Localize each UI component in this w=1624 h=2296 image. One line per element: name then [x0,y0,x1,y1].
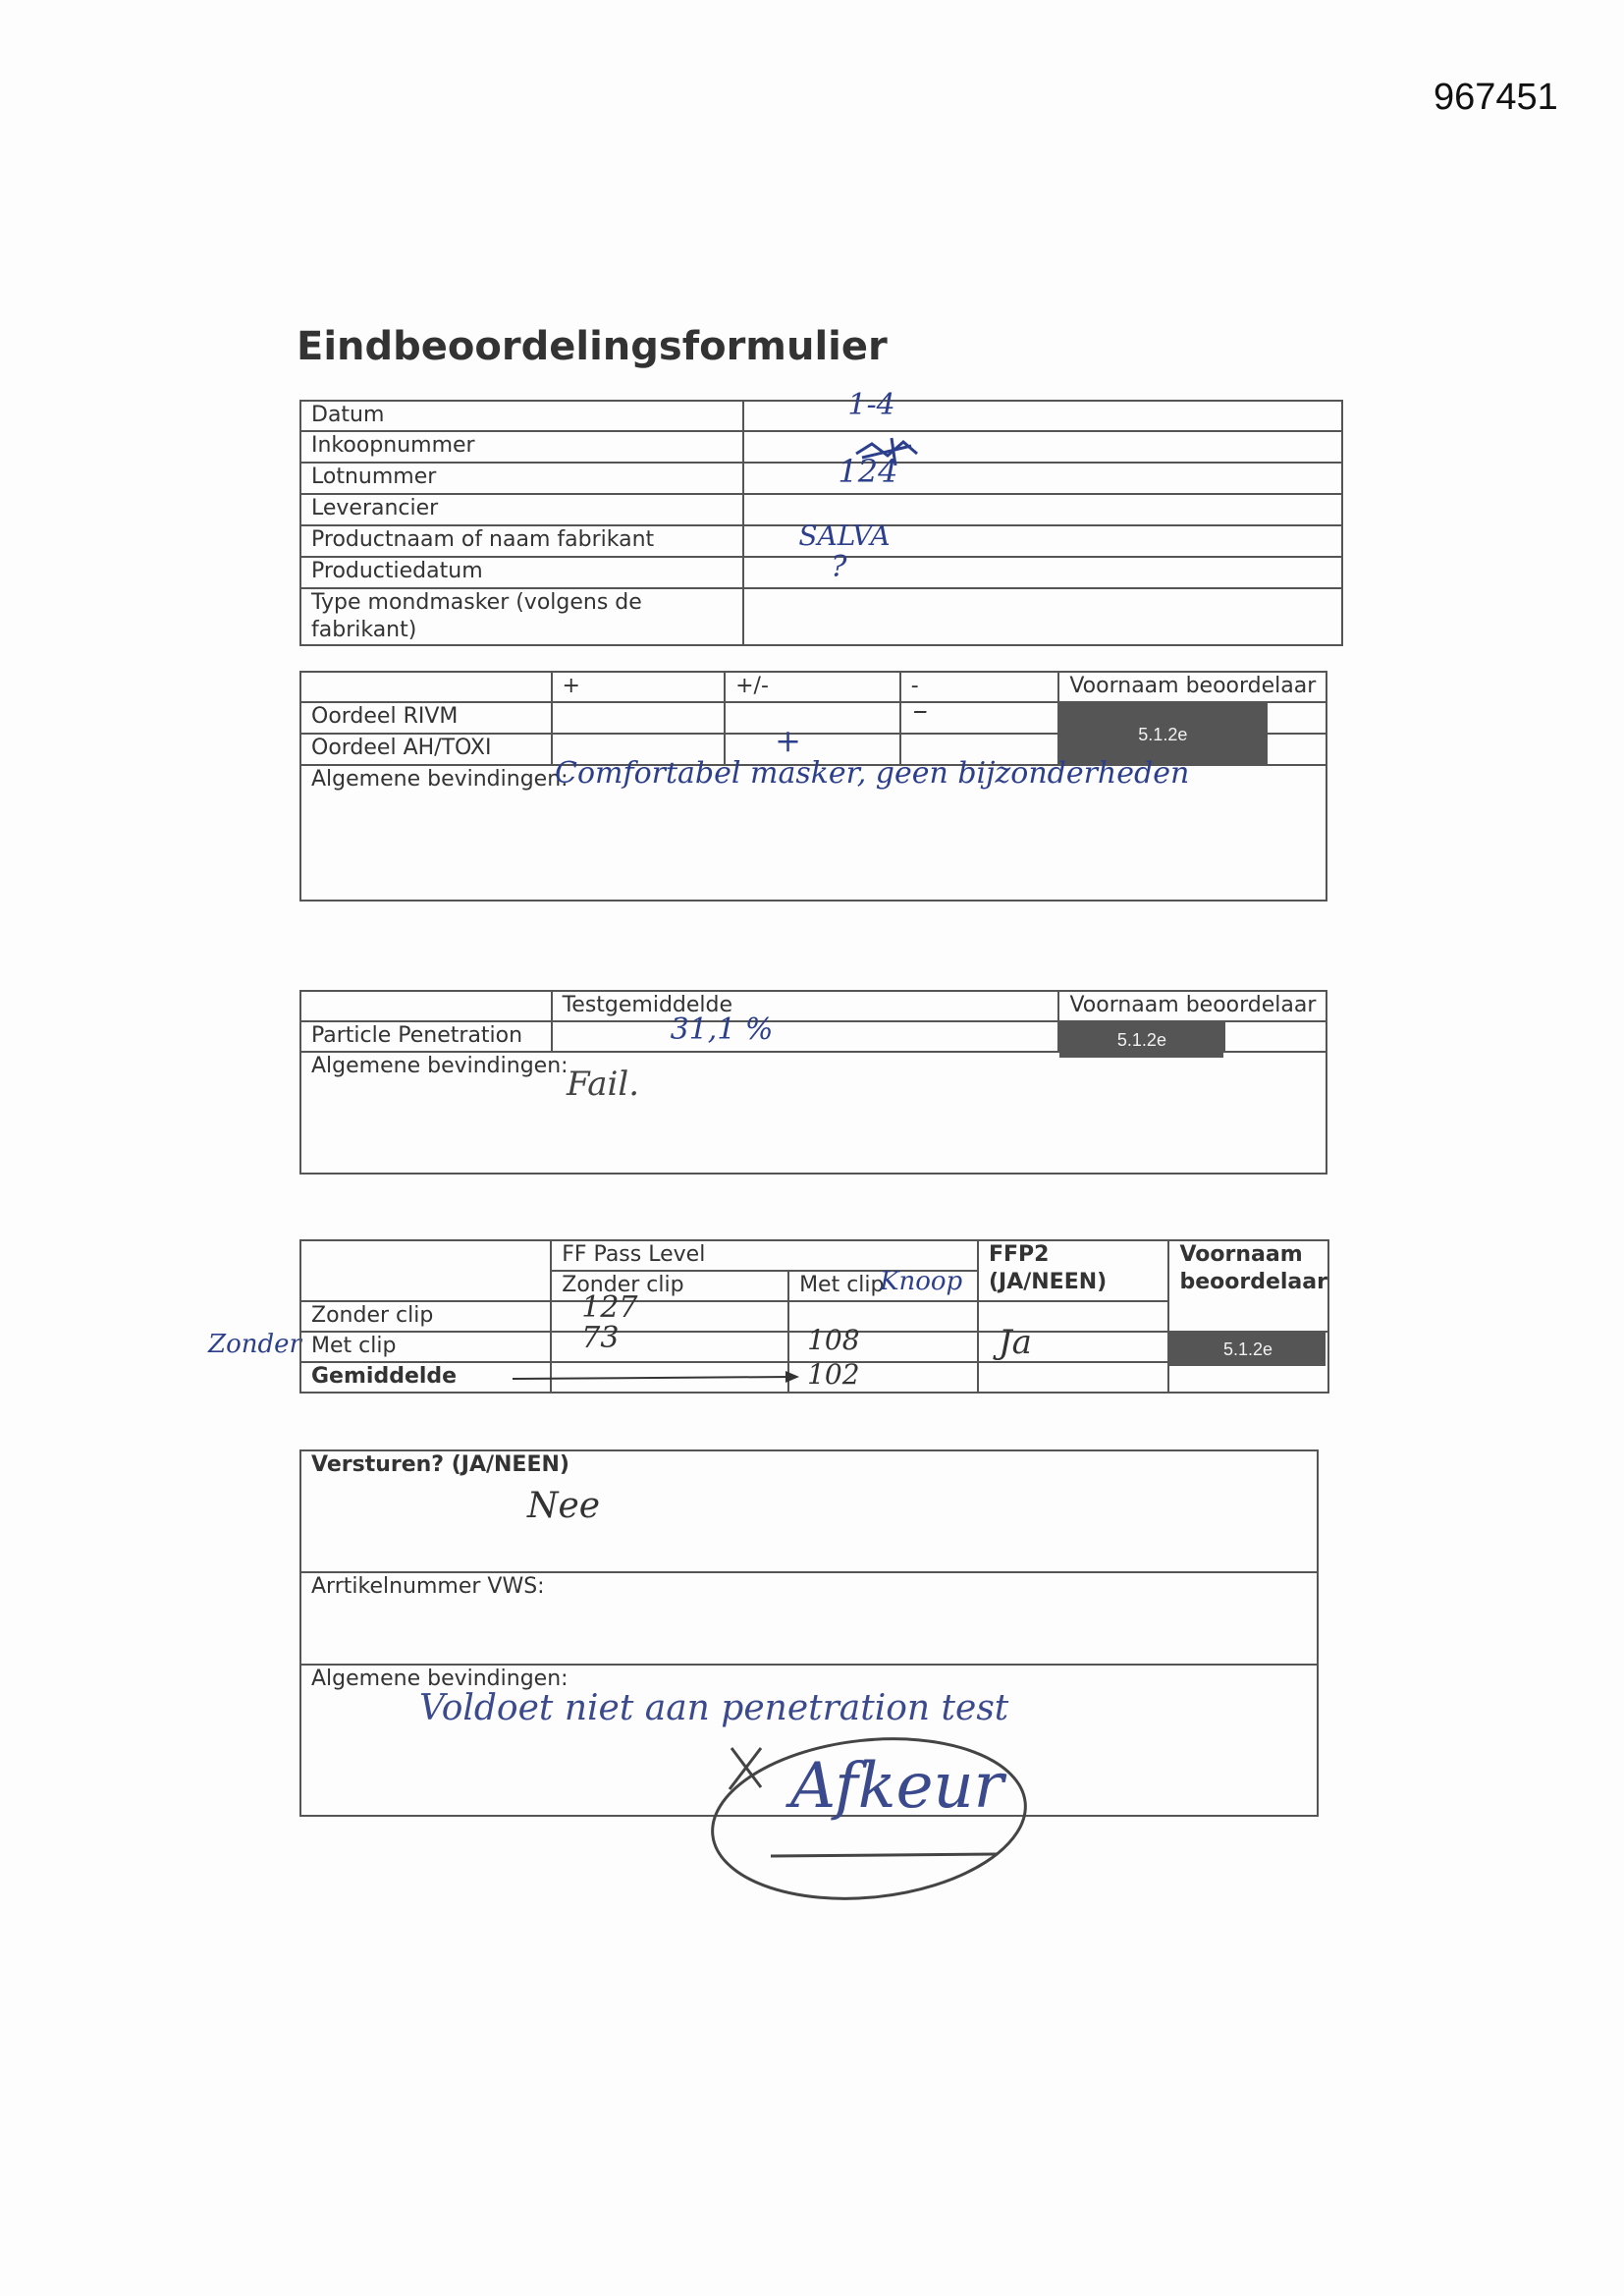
info-value-productiedatum [743,550,1342,588]
judgement-findings-cell [300,756,1326,901]
info-value-inkoopnummer [743,431,1342,463]
ff-header-zonder: Zonder clip [551,1271,788,1301]
penetration-findings-row [300,1052,1326,1174]
ff-reviewer-redaction: 5.1.2e [1169,1333,1326,1366]
info-label-lotnummer: Lotnummer [300,463,743,494]
ff-header-reviewer [1168,1240,1328,1332]
reviewer-redaction: 5.1.2e [1059,703,1266,766]
judgement-findings-handwriting: Comfortabel masker, geen bijzonderheden [555,756,1190,791]
penetration-header-testgemiddelde: Testgemiddelde [552,991,1059,1021]
send-row [300,1450,1318,1572]
article-cell [300,1572,1318,1665]
info-value-type [743,588,1342,645]
form-title: Eindbeoordelingsformulier [297,324,888,369]
judgement-table [299,671,1327,902]
info-label-leverancier: Leverancier [300,494,743,525]
ff-label-zonder: Zonder clip [300,1301,551,1332]
judgement-header-plus: + [552,672,726,702]
judgement-findings-row [300,765,1326,901]
penetration-reviewer-redaction: 5.1.2e [1059,1022,1223,1058]
info-row-lotnummer [300,463,1342,494]
penetration-header-reviewer: Voornaam beoordelaar [1058,991,1326,1021]
info-label-type: Type mondmasker (volgens de fabrikant) [300,588,743,645]
ff-zonder-zonder-value: 127 [581,1290,638,1325]
send-value-handwriting: Nee [527,1486,601,1526]
penetration-findings-label: Algemene bevindingen: [311,1054,568,1078]
info-label-inkoopnummer: Inkoopnummer [300,431,743,463]
penetration-extra-cell [1224,1021,1326,1052]
article-row [300,1572,1318,1665]
info-table [299,388,1343,646]
ff-header-row-1 [300,1240,1328,1271]
ff-header-empty [300,1240,551,1301]
info-label-productiedatum: Productiedatum [300,557,743,588]
productnaam-handwriting: SALVA [798,519,891,552]
ff-met-ffp2-cell [978,1323,1169,1362]
ff-gem-zonder-cell [551,1362,788,1393]
ff-header-reviewer-label: Voornaam beoordelaar [1179,1242,1327,1294]
ff-gem-met-value: 102 [807,1358,860,1391]
ff-table [299,1239,1329,1394]
penetration-findings-cell [300,1052,1326,1174]
judgement-label-rivm: Oordeel RIVM [300,702,552,734]
ff-gem-met-cell [788,1358,978,1393]
arrow-line [513,1369,807,1389]
rivm-minus-cell [900,693,1059,734]
penetration-value-cell [552,1012,1059,1052]
judgement-label-ahtoxi: Oordeel AH/TOXI [300,734,552,765]
judgement-header-row [300,672,1326,702]
ff-header-met-handwriting: Knoop [880,1267,963,1296]
send-findings-label: Algemene bevindingen: [311,1667,568,1691]
penetration-reviewer-cell [1058,1021,1224,1052]
document-number: 967451 [1434,77,1558,118]
info-row-inkoopnummer [300,431,1342,463]
lotnummer-handwriting: 124 [838,453,898,490]
ff-met-met-value: 108 [807,1324,860,1356]
info-row-productiedatum [300,557,1342,588]
info-row-type [300,588,1342,645]
ff-header-pass-level: FF Pass Level [551,1240,978,1271]
info-label-datum: Datum [300,401,743,431]
datum-handwriting: 1-4 [847,388,895,422]
ff-reviewer-cell [1168,1332,1328,1393]
penetration-header-row [300,991,1326,1021]
productiedatum-handwriting: ? [831,550,847,584]
penetration-row [300,1021,1326,1052]
ff-header-ffp2: FFP2 (JA/NEEN) [978,1240,1169,1301]
info-value-lotnummer [743,453,1342,494]
info-value-datum [743,388,1342,431]
penetration-findings-handwriting: Fail. [567,1065,640,1104]
judgement-row-rivm [300,702,1326,734]
info-label-productnaam: Productnaam of naam fabrikant [300,525,743,557]
judgement-header-reviewer: Voornaam beoordelaar [1058,672,1326,702]
penetration-label: Particle Penetration [300,1021,552,1052]
reviewer-extra-cell-1 [1267,702,1326,734]
ahtoxi-plusminus-mark: + [775,722,801,759]
send-findings-handwriting: Voldoet niet aan penetration test [419,1688,1009,1728]
ff-ffp2-value: Ja [998,1323,1032,1362]
rivm-plusminus-cell [725,702,900,734]
rivm-plus-cell [552,702,726,734]
info-row-productnaam [300,525,1342,557]
judgement-header-minus: - [900,672,1059,702]
ff-label-met: Met clip [300,1332,551,1362]
send-cell [300,1450,1318,1572]
ff-header-met-label: Met clip [799,1273,885,1297]
judgement-header-empty [300,672,552,702]
info-row-datum [300,401,1342,431]
rivm-minus-mark: – [912,693,928,728]
reviewer-extra-cell-2 [1267,734,1326,765]
penetration-table [299,990,1327,1175]
judgement-findings-label: Algemene bevindingen: [311,767,568,792]
judgement-header-plusminus: +/- [725,672,900,702]
ff-met-zonder-cell [551,1321,788,1362]
penetration-header-empty [300,991,552,1021]
margin-note: Zonder [208,1330,301,1359]
ff-met-zonder-value: 73 [581,1321,620,1355]
article-label: Arrtikelnummer VWS: [311,1574,545,1599]
ff-header-met [788,1267,978,1301]
penetration-value-handwriting: 31,1 % [670,1012,774,1047]
send-label: Versturen? (JA/NEEN) [311,1452,569,1477]
ff-label-gemiddelde: Gemiddelde [300,1362,551,1393]
ff-gem-ffp2-cell [978,1362,1169,1393]
afkeur-stamp-text: Afkeur [790,1750,1004,1823]
